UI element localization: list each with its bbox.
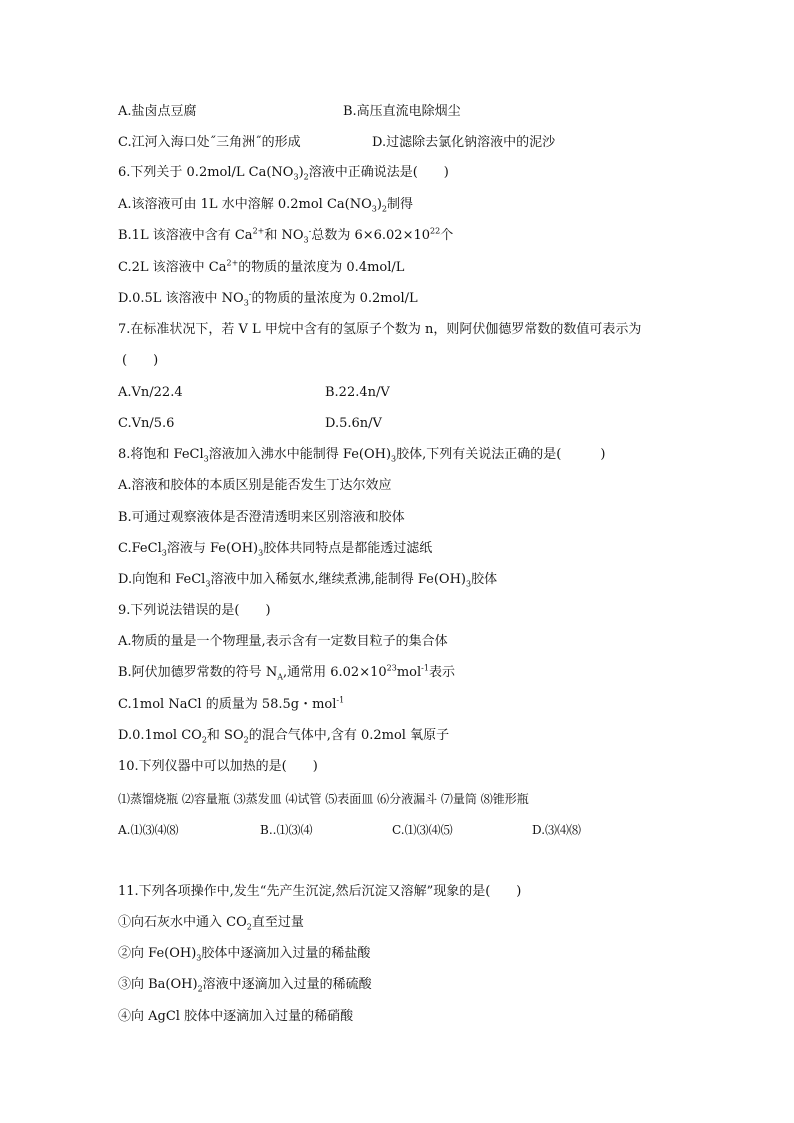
q8-option-b: B.可通过观察液体是否澄清透明来区别溶液和胶体 [118, 510, 405, 525]
q7-option-d: D.5.6n/V [325, 416, 382, 431]
q6-option-c: C.2L 该溶液中 $Ca^{2+}$的物质的量浓度为 0.4mol/L [118, 258, 405, 275]
q9-option-d: D.0.1mol $CO_2$和 $SO_2$的混合气体中,含有 0.2mol 氧原子 [118, 728, 450, 745]
q7-option-a: A.Vn/22.4 [118, 385, 183, 400]
q9-option-c: C.1mol NaCl 的质量为 58.5g・mol$^{-1}$ [118, 695, 345, 712]
q10-items: ⑴蒸馏烧瓶 ⑵容量瓶 ⑶蒸发皿 ⑷试管 ⑸表面皿 ⑹分液漏斗 ⑺量筒 ⑻锥形瓶 [118, 792, 529, 806]
q11-item-2: ②向 $Fe(OH)_3$胶体中逐滴加入过量的稀盐酸 [118, 946, 371, 963]
q6-option-b: B.1L 该溶液中含有 $Ca^{2+}$和 $NO_3^-$总数为 $6\times 6.02\times 10^{22}$个 [118, 226, 454, 245]
q6-stem: 6.下列关于 0.2mol/L $Ca(NO_3)_2$溶液中正确说法是( ) [118, 165, 449, 182]
q8-stem: 8.将饱和 FeCl$_3$溶液加入沸水中能制得 $Fe(OH)_3$胶体,下列有关说法正确的是( ) [118, 447, 606, 464]
q7-answer-paren: ( ) [122, 353, 159, 368]
q10-stem: 10.下列仪器中可以加热的是( ) [118, 759, 318, 774]
q7-option-b: B.22.4n/V [325, 385, 390, 400]
q9-option-a: A.物质的量是一个物理量,表示含有一定数目粒子的集合体 [118, 634, 448, 649]
q11-item-1: ①向石灰水中通入 $CO_2$直至过量 [118, 915, 304, 932]
q8-option-d: D.向饱和 FeCl$_3$溶液中加入稀氨水,继续煮沸,能制得 $Fe(OH)_3$胶体 [118, 572, 498, 589]
q11-stem: 11.下列各项操作中,发生“先产生沉淀,然后沉淀又溶解”现象的是( ) [118, 884, 522, 899]
q9-stem: 9.下列说法错误的是( ) [118, 603, 271, 618]
q5-option-b: B.高压直流电除烟尘 [343, 104, 461, 119]
q10-option-b: B..⑴⑶⑷ [260, 823, 313, 837]
q6-option-d: D.0.5L 该溶液中 $NO_3^-$的物质的量浓度为 0.2mol/L [118, 289, 418, 308]
q8-option-a: A.溶液和胶体的本质区别是能否发生丁达尔效应 [118, 478, 392, 493]
q9-option-b: B.阿伏加德罗常数的符号 $N_A$,通常用 $6.02\times 10^{23}mol^{-1}$表示 [118, 663, 455, 682]
q8-option-c: C.FeCl$_3$溶液与 $Fe(OH)_3$胶体共同特点是都能透过滤纸 [118, 541, 433, 558]
q5-option-d: D.过滤除去氯化钠溶液中的泥沙 [372, 135, 556, 150]
q10-option-a: A.⑴⑶⑷⑻ [118, 823, 179, 837]
q11-item-3: ③向 $Ba(OH)_2$溶液中逐滴加入过量的稀硫酸 [118, 977, 372, 994]
q7-stem: 7.在标准状况下，若 V L 甲烷中含有的氢原子个数为 n，则阿伏伽德罗常数的数值可表示为 [118, 322, 642, 337]
q5-option-c: C.江河入海口处˝三角洲˝的形成 [118, 135, 301, 150]
q10-option-c: C.⑴⑶⑷⑸ [392, 823, 453, 837]
q10-option-d: D.⑶⑷⑻ [532, 823, 582, 837]
q6-option-a: A.该溶液可由 1L 水中溶解 0.2mol $Ca(NO_3)_2$制得 [118, 197, 414, 214]
q7-option-c: C.Vn/5.6 [118, 416, 175, 431]
q5-option-a: A.盐卤点豆腐 [118, 104, 197, 119]
q11-item-4: ④向 AgCl 胶体中逐滴加入过量的稀硝酸 [118, 1009, 354, 1024]
